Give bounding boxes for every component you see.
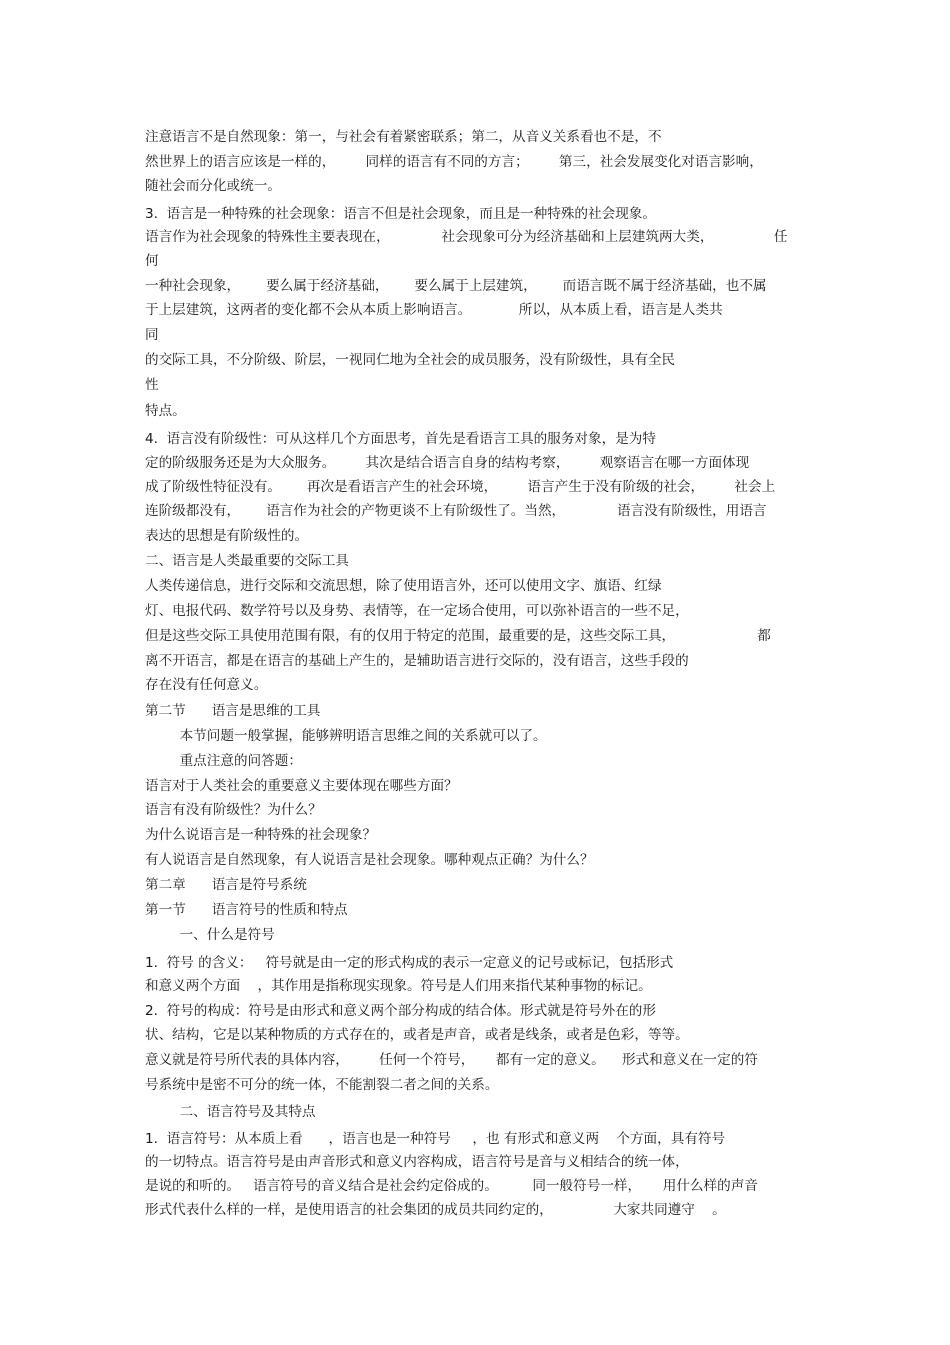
- text-line: 二、语言是人类最重要的交际工具: [145, 553, 349, 569]
- text-line: 然世界上的语言应该是一样的， 同样的语言有不同的方言； 第三，社会发展变化对语言影响，: [145, 154, 763, 170]
- text-line: 表达的思想是有阶级性的。: [145, 528, 309, 544]
- text-line: 于上层建筑，这两者的变化都不会从本质上影响语言。 所以，从本质上看，语言是人类共: [145, 302, 723, 318]
- text-line: 本节问题一般掌握，能够辨明语言思维之间的关系就可以了。: [145, 728, 547, 744]
- text-line: 连阶级都没有， 语言作为社会的产物更谈不上有阶级性了。当然， 语言没有阶级性，用语言: [145, 503, 767, 519]
- text-line: 形式代表什么样的一样，是使用语言的社会集团的成员共同约定的， 大家共同遵守 。: [145, 1202, 726, 1218]
- text-line: 离不开语言，都是在语言的基础上产生的，是辅助语言进行交际的，没有语言，这些手段的: [145, 653, 689, 669]
- text-line: 第二节 语言是思维的工具: [145, 703, 321, 719]
- text-line: 注意语言不是自然现象：第一，与社会有着紧密联系；第二，从音义关系看也不是，不: [145, 129, 662, 145]
- text-line: 状、结构，它是以某种物质的方式存在的，或者是声音，或者是线条，或者是色彩，等等。: [145, 1027, 689, 1043]
- text-line: 号系统中是密不可分的统一体，不能割裂二者之间的关系。: [145, 1077, 499, 1093]
- text-line: 性: [145, 377, 159, 393]
- text-line: 3. 语言是一种特殊的社会现象：语言不但是社会现象，而且是一种特殊的社会现象。: [145, 206, 656, 222]
- text-line: 2. 符号的构成：符号是由形式和意义两个部分构成的结合体。形式就是符号外在的形: [145, 1003, 656, 1019]
- text-line: 但是这些交际工具使用范围有限，有的仅用于特定的范围，最重要的是，这些交际工具， 都: [145, 628, 771, 644]
- text-line: 随社会而分化或统一。: [145, 178, 281, 194]
- text-line: 和意义两个方面 ，其作用是指称现实现象。符号是人们用来指代某种事物的标记。: [145, 978, 652, 994]
- text-line: 灯、电报代码、数学符号以及身势、表情等，在一定场合使用，可以弥补语言的一些不足，: [145, 603, 689, 619]
- text-line: 是说的和听的。 语言符号的音义结合是社会约定俗成的。 同一般符号一样， 用什么样的声音: [145, 1178, 758, 1194]
- text-line: 语言对于人类社会的重要意义主要体现在哪些方面？: [145, 778, 458, 794]
- text-line: 4. 语言没有阶级性：可从这样几个方面思考，首先是看语言工具的服务对象，是为特: [145, 431, 656, 447]
- text-line: 为什么说语言是一种特殊的社会现象？: [145, 827, 377, 843]
- text-line: 语言有没有阶级性？为什么？: [145, 802, 322, 818]
- text-line: 存在没有任何意义。: [145, 677, 268, 693]
- text-line: 的一切特点。语言符号是由声音形式和意义内容构成，语言符号是音与义相结合的统一体，: [145, 1154, 689, 1170]
- text-line: 一种社会现象， 要么属于经济基础， 要么属于上层建筑， 而语言既不属于经济基础，也不属: [145, 278, 767, 294]
- text-line: 何: [145, 253, 159, 269]
- text-line: 一、什么是符号: [145, 927, 275, 943]
- text-line: 二、语言符号及其特点: [145, 1104, 316, 1120]
- text-line: 特点。: [145, 403, 186, 419]
- text-line: 1. 语言符号：从本质上看 ，语言也是一种符号 ，也 有形式和意义两 个方面，具有符号: [145, 1131, 726, 1147]
- text-line: 意义就是符号所代表的具体内容， 任何一个符号， 都有一定的意义。 形式和意义在一定的符: [145, 1052, 758, 1068]
- text-line: 人类传递信息，进行交际和交流思想，除了使用语言外，还可以使用文字、旗语、红绿: [145, 578, 662, 594]
- text-line: 第一节 语言符号的性质和特点: [145, 902, 348, 918]
- text-line: 的交际工具，不分阶级、阶层，一视同仁地为全社会的成员服务，没有阶级性，具有全民: [145, 352, 676, 368]
- text-line: 成了阶级性特征没有。 再次是看语言产生的社会环境， 语言产生于没有阶级的社会， 社会上: [145, 479, 776, 495]
- text-line: 同: [145, 327, 159, 343]
- text-line: 有人说语言是自然现象，有人说语言是社会现象。哪种观点正确？为什么？: [145, 852, 594, 868]
- text-line: 语言作为社会现象的特殊性主要表现在， 社会现象可分为经济基础和上层建筑两大类， 任: [145, 229, 788, 245]
- text-line: 1. 符号 的含义： 符号就是由一定的形式构成的表示一定意义的记号或标记，包括形式: [145, 955, 674, 971]
- text-line: 定的阶级服务还是为大众服务。 其次是结合语言自身的结构考察， 观察语言在哪一方面体现: [145, 455, 750, 471]
- text-line: 第二章 语言是符号系统: [145, 877, 307, 893]
- text-line: 重点注意的问答题：: [145, 753, 302, 769]
